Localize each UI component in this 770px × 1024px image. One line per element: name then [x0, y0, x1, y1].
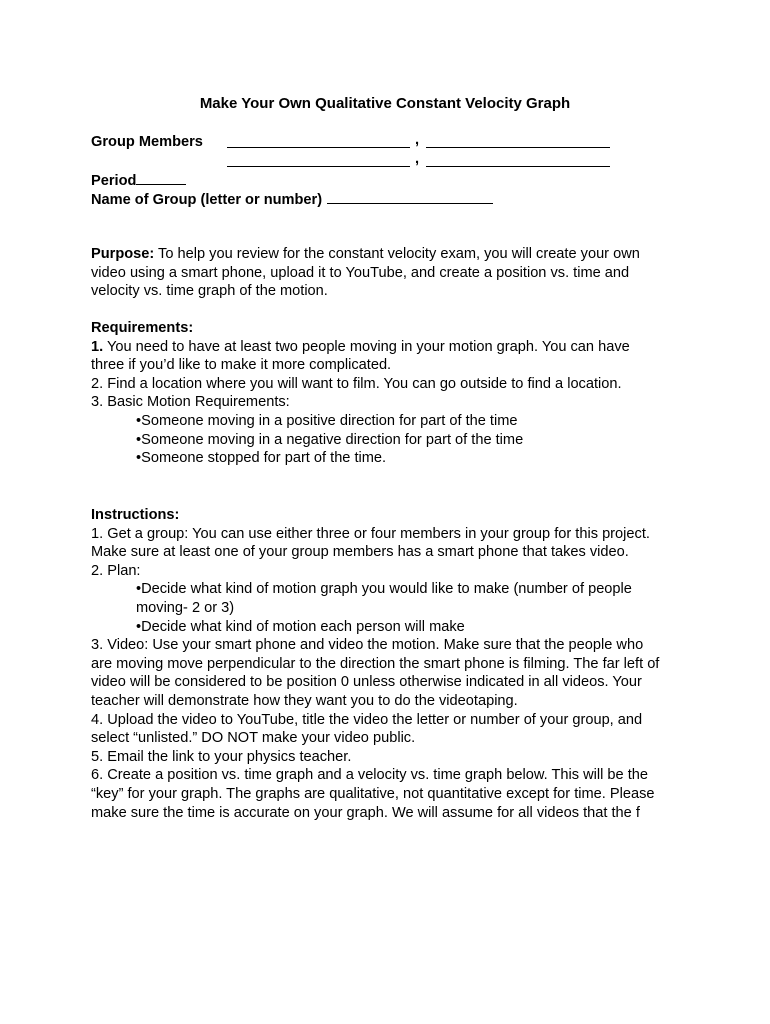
requirement-item: three if you’d like to make it more complicated. — [91, 357, 392, 374]
requirement-bullet: •Someone moving in a negative direction for part of the time — [136, 431, 524, 448]
instructions-heading: Instructions: — [91, 507, 180, 523]
comma: , — [415, 151, 420, 167]
requirement-item: 2. Find a location where you will want to film. You can go outside to find a location. — [91, 375, 622, 392]
period-field — [91, 170, 186, 191]
period-label: Period — [91, 173, 137, 189]
group-name-field — [91, 189, 493, 210]
requirement-item: 3. Basic Motion Requirements: — [91, 394, 290, 411]
instructions-section — [91, 506, 691, 822]
instruction-line: 4. Upload the video to YouTube, title the video the letter or number of your group, and — [91, 711, 643, 728]
period-blank[interactable] — [136, 170, 186, 185]
requirement-bullet: •Someone moving in a positive direction for part of the time — [136, 412, 518, 429]
requirement-item: 1. You need to have at least two people moving in your motion graph. You can have — [91, 338, 630, 355]
member-blank-2[interactable] — [426, 147, 610, 148]
instruction-bullet: moving- 2 or 3) — [136, 599, 235, 616]
requirement-bullet: •Someone stopped for part of the time. — [136, 450, 387, 467]
purpose-heading: Purpose: — [91, 246, 155, 262]
instruction-line: 3. Video: Use your smart phone and video the motion. Make sure that the people who — [91, 637, 644, 654]
group-name-label: Name of Group (letter or number) — [91, 192, 323, 208]
instruction-line: 5. Email the link to your physics teacher. — [91, 748, 352, 765]
instruction-line: 1. Get a group: You can use either three or four members in your group for this project. — [91, 525, 650, 542]
member-blank-3[interactable] — [227, 166, 410, 167]
instruction-line: are moving move perpendicular to the direction the smart phone is filming. The far left of — [91, 655, 660, 672]
instruction-bullet: •Decide what kind of motion graph you would like to make (number of people — [136, 581, 632, 598]
instruction-bullet: •Decide what kind of motion each person will make — [136, 618, 465, 635]
instruction-line: select “unlisted.” DO NOT make your video public. — [91, 730, 416, 747]
requirements-section — [91, 319, 691, 468]
instruction-line: Make sure at least one of your group members has a smart phone that takes video. — [91, 544, 629, 561]
group-members-label: Group Members — [91, 134, 203, 150]
instruction-line: 2. Plan: — [91, 562, 141, 579]
purpose-line: Purpose: To help you review for the constant velocity exam, you will create your own — [91, 246, 640, 262]
instruction-line: 6. Create a position vs. time graph and a velocity vs. time graph below. This will be the — [91, 767, 649, 784]
instruction-line: video will be considered to be position 0 unless otherwise indicated in all videos. Your — [91, 674, 642, 691]
group-name-blank[interactable] — [327, 189, 493, 204]
purpose-section — [91, 245, 691, 301]
member-blank-1[interactable] — [227, 147, 410, 148]
requirements-heading: Requirements: — [91, 320, 194, 336]
instruction-line: teacher will demonstrate how they want you to do the videotaping. — [91, 692, 518, 709]
page-title: Make Your Own Qualitative Constant Velocity Graph — [199, 95, 571, 112]
purpose-line: velocity vs. time graph of the motion. — [91, 283, 328, 300]
purpose-line: video using a smart phone, upload it to YouTube, and create a position vs. time and — [91, 264, 630, 281]
instruction-line: “key” for your graph. The graphs are qualitative, not quantitative except for time. Please — [91, 785, 655, 802]
instruction-line: make sure the time is accurate on your graph. We will assume for all videos that the f — [91, 804, 640, 821]
member-blank-4[interactable] — [426, 166, 610, 167]
comma: , — [415, 132, 420, 148]
